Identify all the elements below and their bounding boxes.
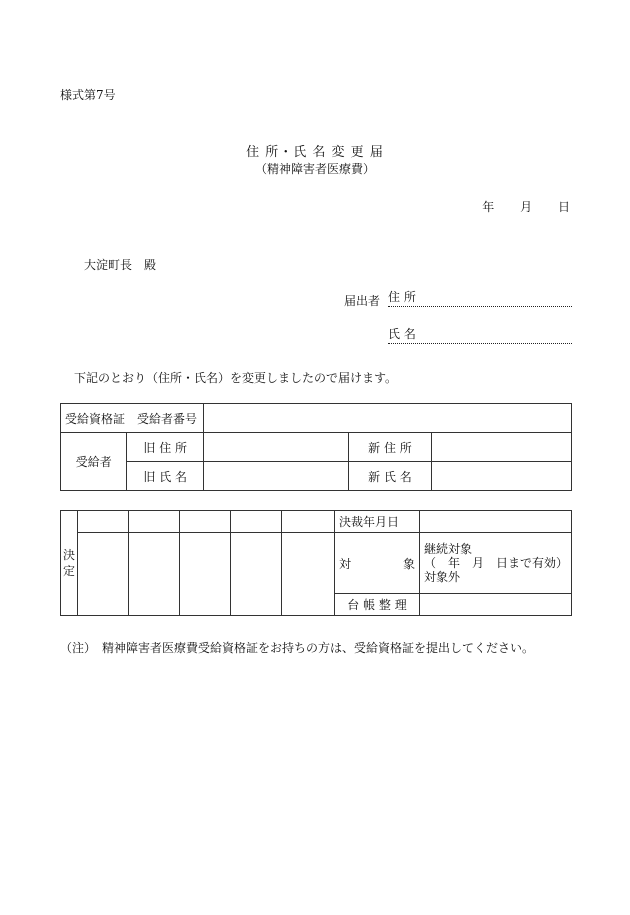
form-subtitle: （精神障害者医療費）	[254, 162, 375, 176]
applicant-name-field[interactable]	[388, 327, 572, 344]
target-label-right: 象	[403, 556, 416, 571]
target-option-valid-until: （ 年 月 日まで有効）	[424, 556, 569, 570]
target-label-left: 対	[339, 556, 352, 571]
cert-number-field[interactable]	[204, 404, 572, 433]
decision-date-field[interactable]	[420, 511, 572, 533]
decision-table	[60, 510, 572, 616]
old-address-label: 旧 住 所	[127, 433, 204, 462]
old-address-field[interactable]	[204, 433, 349, 462]
stamp-cell-lower[interactable]	[180, 533, 231, 616]
addressee: 大淀町長 殿	[84, 258, 157, 272]
note-text: （注） 精神障害者医療費受給資格証をお持ちの方は、受給資格証を提出してください。	[60, 641, 535, 655]
date-line	[460, 198, 570, 215]
stamp-cell[interactable]	[180, 511, 231, 533]
month-label: 月	[520, 200, 533, 214]
decision-label: 決 定	[61, 511, 78, 616]
old-name-field[interactable]	[204, 462, 349, 491]
target-label	[335, 533, 420, 594]
target-option-excluded: 対象外	[424, 570, 461, 584]
stamp-cell-lower[interactable]	[282, 533, 335, 616]
stamp-cell[interactable]	[282, 511, 335, 533]
target-options[interactable]	[420, 533, 572, 594]
old-name-label: 旧 氏 名	[127, 462, 204, 491]
form-number: 様式第7号	[60, 88, 116, 102]
applicant-address-label: 住 所	[388, 290, 416, 304]
form-title: 住 所・氏 名 変 更 届	[246, 145, 384, 160]
new-name-field[interactable]	[432, 462, 572, 491]
stamp-cell[interactable]	[231, 511, 282, 533]
cert-number-label: 受給資格証 受給者番号	[61, 404, 204, 433]
recipient-table	[60, 403, 572, 491]
ledger-field[interactable]	[420, 594, 572, 616]
applicant-address-field[interactable]	[388, 290, 572, 307]
target-option-continue: 継続対象	[424, 542, 473, 556]
new-name-label: 新 氏 名	[349, 462, 432, 491]
stamp-cell[interactable]	[78, 511, 129, 533]
new-address-label: 新 住 所	[349, 433, 432, 462]
intro-text: 下記のとおり（住所・氏名）を変更しましたので届けます。	[74, 371, 398, 385]
stamp-cell-lower[interactable]	[231, 533, 282, 616]
year-label: 年	[482, 200, 495, 214]
applicant-label: 届出者	[344, 294, 381, 308]
day-label: 日	[557, 200, 570, 214]
decision-date-label: 決裁年月日	[335, 511, 420, 533]
ledger-label: 台 帳 整 理	[335, 594, 420, 616]
applicant-name-label: 氏 名	[388, 327, 416, 341]
stamp-cell[interactable]	[129, 511, 180, 533]
stamp-cell-lower[interactable]	[129, 533, 180, 616]
recipient-label: 受給者	[61, 433, 127, 491]
new-address-field[interactable]	[432, 433, 572, 462]
stamp-cell-lower[interactable]	[78, 533, 129, 616]
